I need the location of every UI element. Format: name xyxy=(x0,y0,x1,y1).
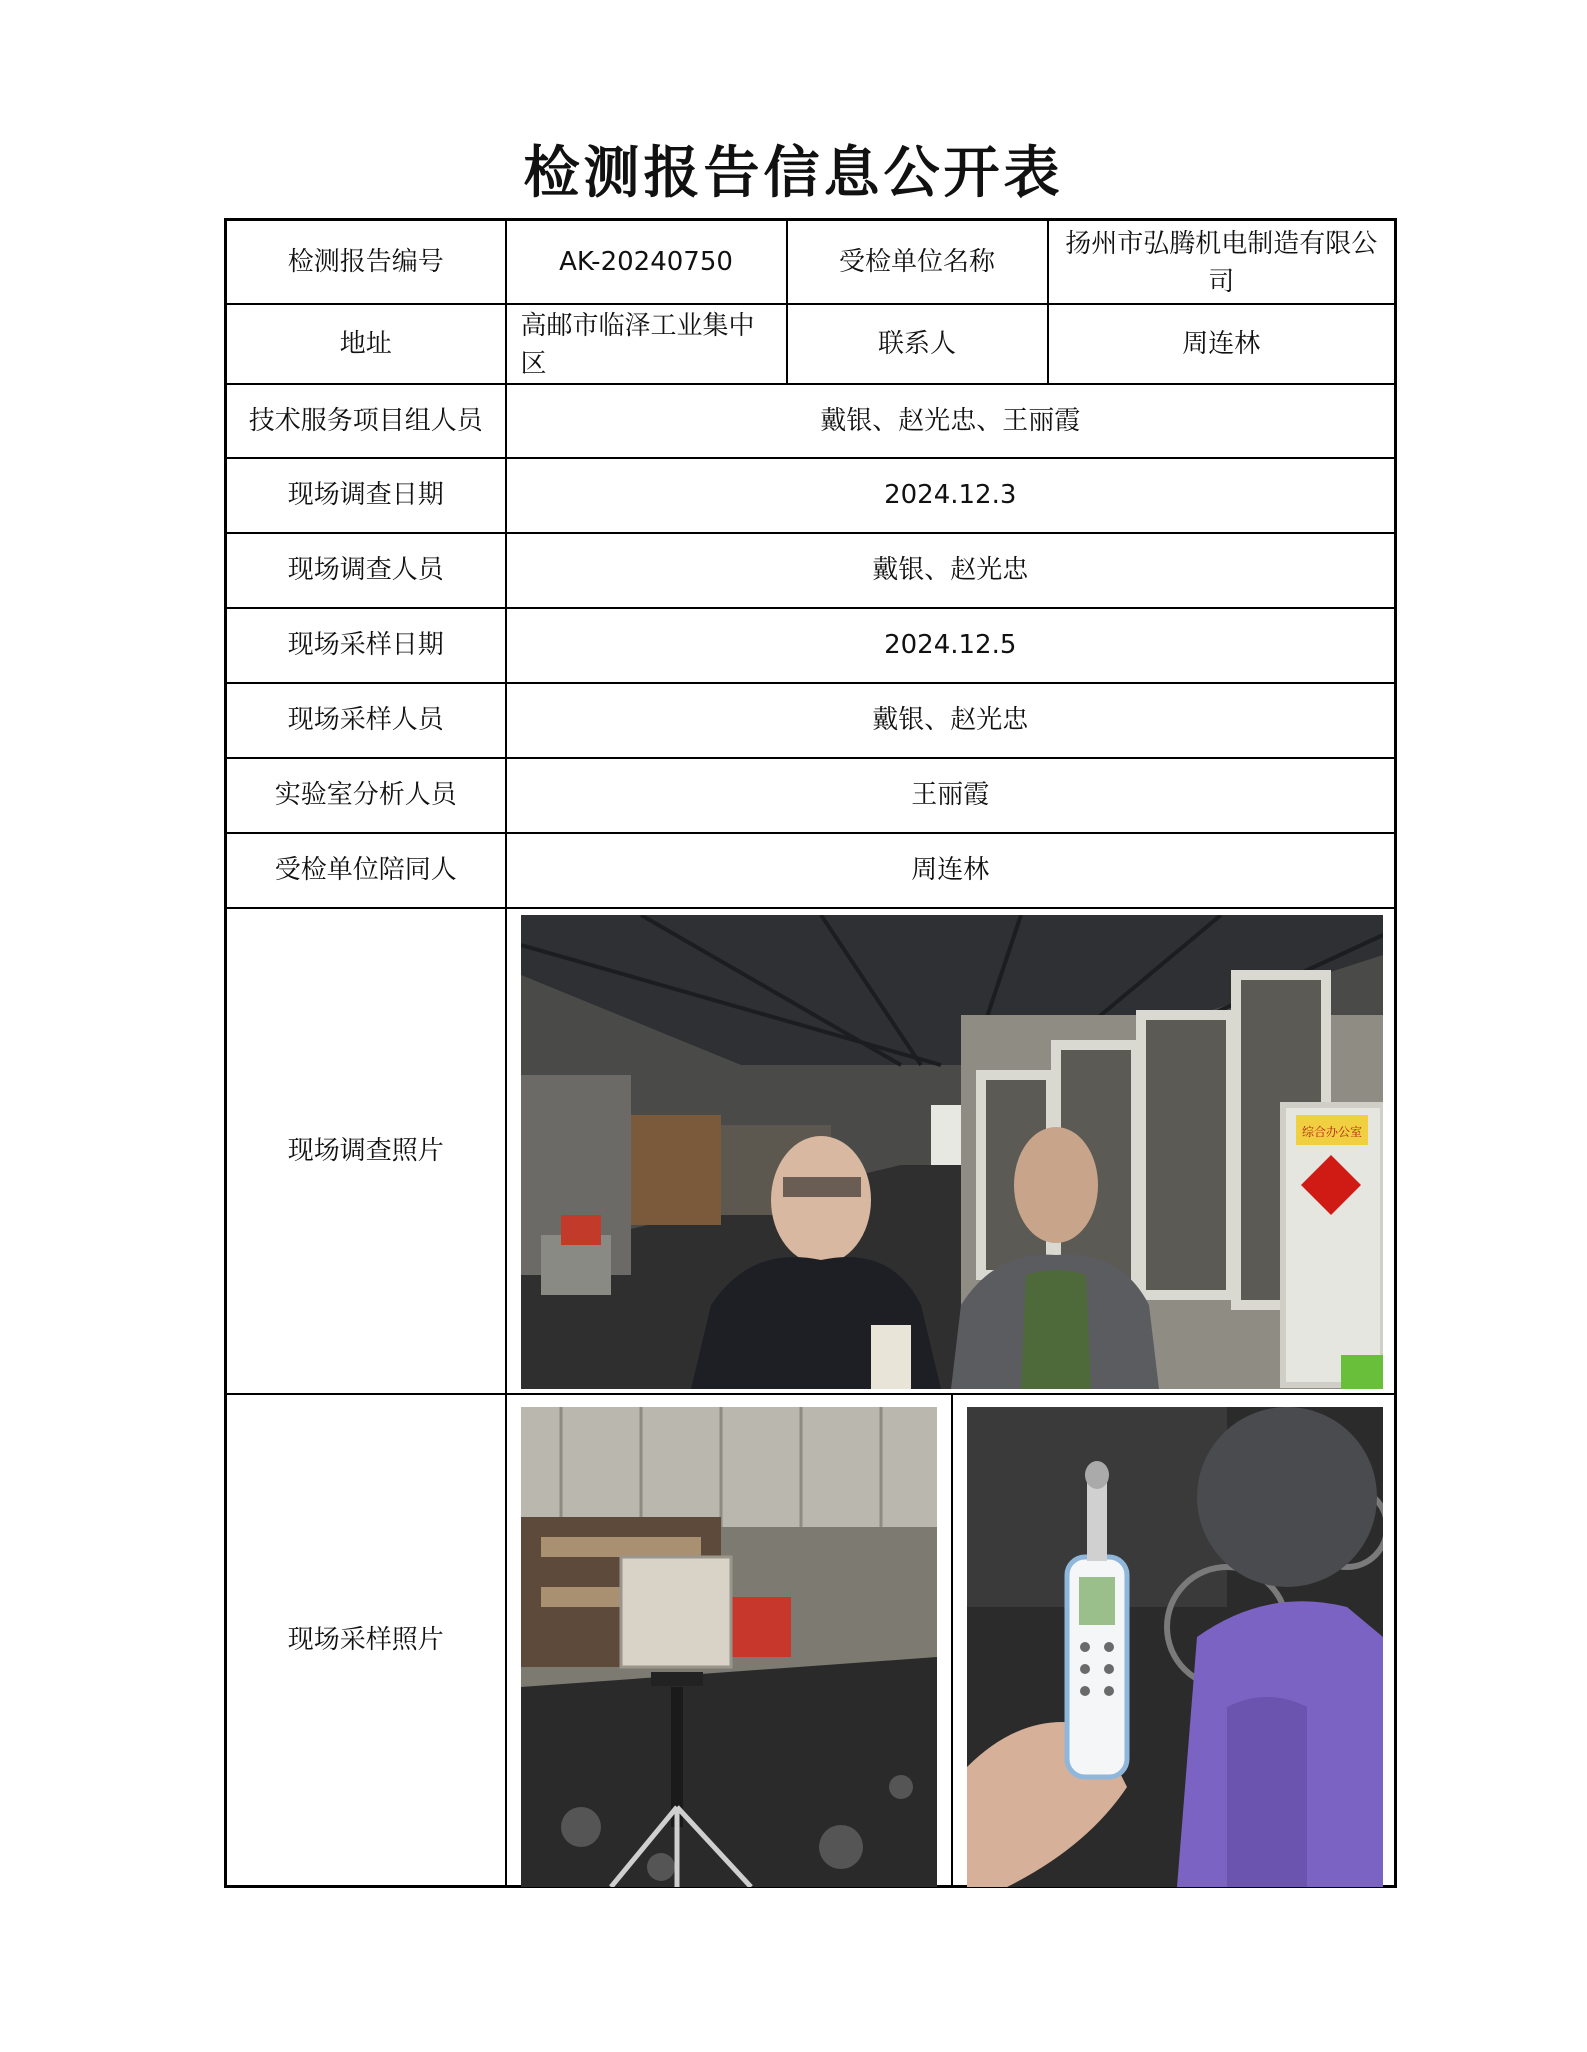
sampling-photo-right xyxy=(967,1407,1383,1887)
page-title: 检测报告信息公开表 xyxy=(523,141,1064,206)
survey-photo-cell xyxy=(506,908,1396,1394)
table-row xyxy=(226,220,1396,304)
label-escort: 受检单位陪同人 xyxy=(226,833,506,908)
unit-name-value: 扬州市弘腾机电制造有限公司 xyxy=(1048,220,1396,304)
sampling-staff-value: 戴银、赵光忠 xyxy=(506,683,1396,758)
photo-divider xyxy=(951,1395,953,1888)
report-info-table xyxy=(224,218,1397,1888)
report-no-value: AK-20240750 xyxy=(506,220,787,304)
label-sampling-date: 现场采样日期 xyxy=(226,608,506,683)
label-report-no: 检测报告编号 xyxy=(226,220,506,304)
label-project-team: 技术服务项目组人员 xyxy=(226,384,506,458)
label-survey-photo: 现场调查照片 xyxy=(226,908,506,1394)
contact-value: 周连林 xyxy=(1048,304,1396,384)
survey-photo xyxy=(521,915,1383,1389)
sampling-photo-left xyxy=(521,1407,937,1887)
table-row xyxy=(226,384,1396,458)
table-row xyxy=(226,833,1396,908)
project-team-value: 戴银、赵光忠、王丽霞 xyxy=(506,384,1396,458)
table-row xyxy=(226,683,1396,758)
sign-text: 综合办公室 xyxy=(1301,1124,1362,1139)
air-sampler-photo xyxy=(521,1407,937,1887)
sound-meter-photo xyxy=(967,1407,1383,1887)
label-contact: 联系人 xyxy=(787,304,1048,384)
label-address: 地址 xyxy=(226,304,506,384)
lab-staff-value: 王丽霞 xyxy=(506,758,1396,833)
table-row xyxy=(226,608,1396,683)
label-lab-staff: 实验室分析人员 xyxy=(226,758,506,833)
sampling-photo-cell xyxy=(506,1394,1396,1887)
table-row xyxy=(226,908,1396,1394)
table-row xyxy=(226,1394,1396,1887)
table-row xyxy=(226,458,1396,533)
address-value: 高邮市临泽工业集中区 xyxy=(506,304,787,384)
factory-interior-photo xyxy=(521,915,1383,1389)
sampling-date-value: 2024.12.5 xyxy=(506,608,1396,683)
label-sampling-photo: 现场采样照片 xyxy=(226,1394,506,1887)
label-survey-staff: 现场调查人员 xyxy=(226,533,506,608)
escort-value: 周连林 xyxy=(506,833,1396,908)
label-sampling-staff: 现场采样人员 xyxy=(226,683,506,758)
survey-staff-value: 戴银、赵光忠 xyxy=(506,533,1396,608)
survey-date-value: 2024.12.3 xyxy=(506,458,1396,533)
table-row xyxy=(226,758,1396,833)
label-unit-name: 受检单位名称 xyxy=(787,220,1048,304)
label-survey-date: 现场调查日期 xyxy=(226,458,506,533)
table-row xyxy=(226,533,1396,608)
table-row xyxy=(226,304,1396,384)
